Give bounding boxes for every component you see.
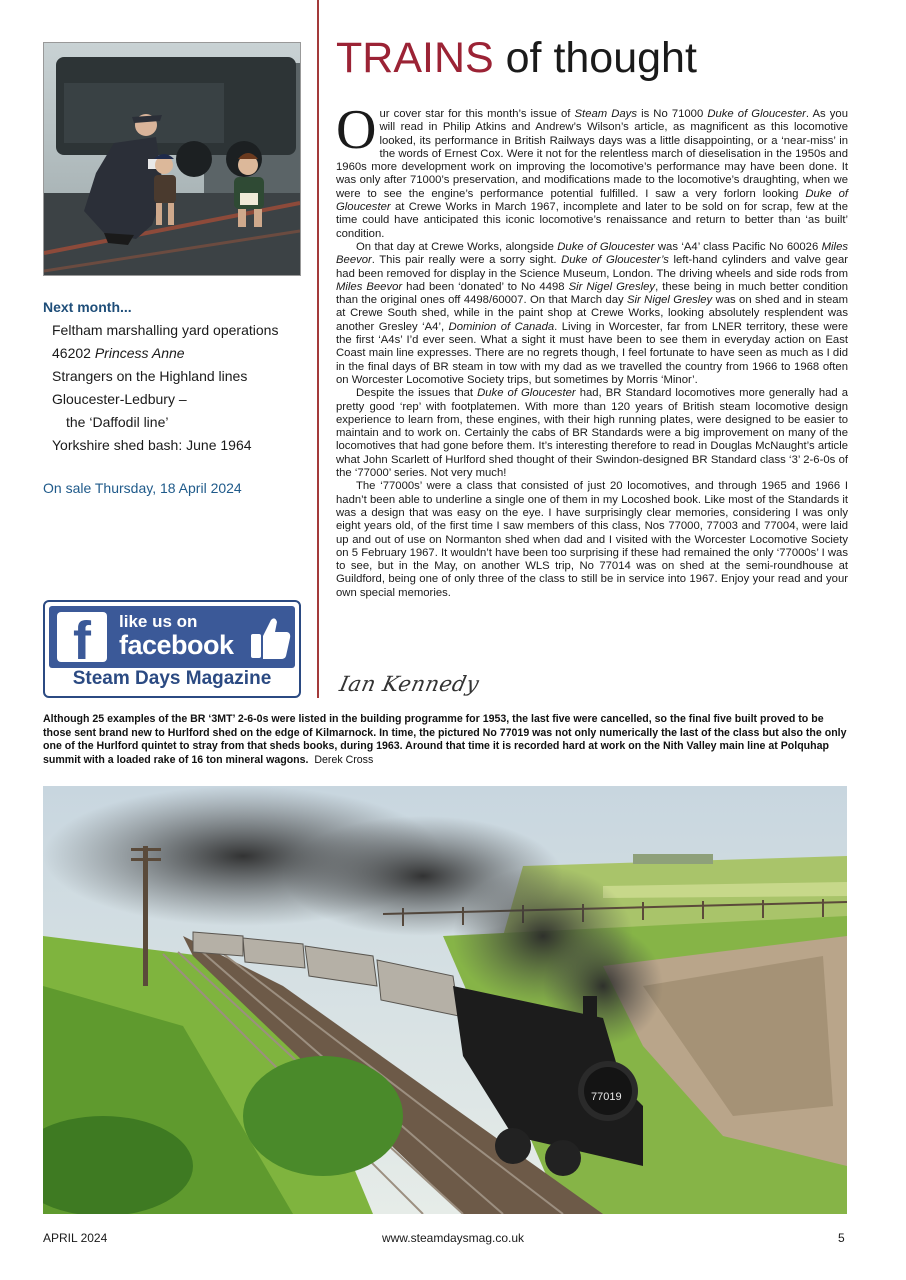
italic-name: Dominion of Canada (448, 320, 555, 333)
italic-name: Duke of Gloucester’s (561, 254, 669, 267)
italic-name: Duke of Gloucester (707, 108, 806, 120)
page-title-rest: of thought (493, 34, 697, 82)
article-paragraph-text: The ‘77000s’ were a class that consisted of just 20 locomotives, and through 1965 and 1966 I hadn’t been able to underline a single one of them in my Locoshed book. Like most of the Standards it was a design that was easy on the eye. I have surprisingly clear memories, considering I was only eight years old, of the first time I saw members of this class, Nos 77000, 77003 and 77004, were laid up and out of use on Normanton shed when dad and I visited with the Worcester Locomotive Society on 5 February 1967. It wouldn’t have been too surprising if these had remained the only ‘77000s’ I was to see, but in the May, on another WLS trip, No 77014 was on shed at the semi-roundhouse at Guildford, being one of only three of the class to still be in service into 1967. Enjoy your read and your own special memories. (336, 480, 848, 599)
loco-number-plate: 77019 (591, 1091, 622, 1103)
main-photo-77019-polquhap (43, 786, 847, 1214)
page-title (336, 34, 697, 83)
footer-page-number: 5 (838, 1231, 845, 1245)
article-paragraph-text: On that day at Crewe Works, alongside Duke of Gloucester was ‘A4’ class Pacific No 60026 Miles Beevor. This pair really were a sorry sight. Duke of Gloucester’s left-hand cylinders and valve gear had been removed for display in the Science Museum, London. The driving wheels and side rods from Miles Beevor had been ‘donated’ to No 4498 Sir Nigel Gresley, these being in much better condition than the original ones off 4498/60007. On that March day Sir Nigel Gresley was on shed and in steam at Crewe South shed, while in the paint shop at Crewe Works, looking absolutely resplendent was another Gresley ‘A4’, Dominion of Canada. Living in Worcester, far from LNER territory, these were the first ‘A4s’ I’d ever seen. What a sight it must have been to see them in everyday action on East Coast main line expresses. There are no regrets though, I feel fortunate to have seen as much as I did in the final days of BR steam in tow with my dad as we travelled the country from 1966 to 1968 often on Worcester Locomotive Society trips, but sometimes by Morris ‘Minor’. (336, 240, 849, 386)
shed-photo-illustration (44, 43, 300, 275)
editorial-body (336, 99, 849, 600)
editor-signature: Ian Kennedy (337, 672, 482, 696)
photo-caption (43, 713, 847, 767)
next-month-item: Gloucester-Ledbury – (52, 391, 187, 407)
italic-name: Princess Anne (94, 345, 185, 361)
italic-name: Steam Days (574, 108, 637, 120)
next-month-item: Yorkshire shed bash: June 1964 (52, 437, 252, 453)
italic-name: Sir Nigel Gresley (568, 280, 656, 293)
facebook-like-banner[interactable] (43, 600, 301, 698)
footer-website-link[interactable]: www.steamdaysmag.co.uk (381, 1231, 525, 1245)
article-paragraph-text: Despite the issues that Duke of Gloucester had, BR Standard locomotives more generally had a pretty good ‘rep’ with footplatemen. With more than 120 years of British steam locomotive design experience to learn from, these engines, with their high running plates, were designed to be easier to maintain and to work on. Certainly the cabs of BR Standards were a big improvement on many of the locomotives that had gone before them. It’s interesting therefore to read in Douglas McNaught’s article what John Scarlett of Hurlford shed thought of their Swindon-designed BR Standard class ‘3’ 2-6-0s of the ‘77000’ series. Not very much! (336, 387, 849, 480)
italic-name: Sir Nigel Gresley (627, 294, 713, 307)
next-month-item: Feltham marshalling yard operations (52, 322, 279, 338)
italic-name: Duke of Gloucester (336, 187, 848, 214)
article-paragraph (336, 241, 848, 387)
article-paragraph (336, 387, 848, 480)
drop-cap: O (336, 99, 377, 161)
next-month-list (52, 319, 278, 457)
article-paragraph (336, 99, 848, 241)
next-month-heading: Next month... (43, 299, 132, 315)
photo-credit: Derek Cross (314, 753, 374, 766)
footer-issue-date: APRIL 2024 (43, 1231, 108, 1245)
caption-text: Although 25 examples of the BR ‘3MT’ 2-6-0s were listed in the building programme for 1953, the last five were cancelled, so the final five built proved to be those sent brand new to Hurlford shed on the edge of Kilmarnock. In time, the pictured No 77019 was not only numerically the last of the class but also the only one of the Hurlford quintet to stray from that sheds books, during 1963. Around that time it is recorded hard at work on the Nith Valley main line at Polquhap summit with a loaded rake of 16 ton mineral wagons. (43, 713, 847, 766)
italic-name: Miles Beevor (336, 240, 849, 267)
column-divider (317, 0, 319, 698)
article-paragraph (336, 480, 848, 600)
facebook-logo-icon: f (57, 612, 107, 662)
facebook-magazine-name: Steam Days Magazine (72, 668, 272, 689)
italic-name: Duke of Gloucester (557, 240, 655, 253)
next-month-item: the ‘Daffodil line’ (66, 414, 169, 430)
page-title-red: TRAINS (336, 34, 494, 82)
shed-photo-boys-with-railwayman (43, 42, 301, 276)
next-month-item: 46202 Princess Anne (52, 345, 185, 361)
italic-name: Miles Beevor (336, 280, 403, 293)
on-sale-date: On sale Thursday, 18 April 2024 (43, 480, 242, 496)
facebook-like-text: like us on (119, 612, 198, 631)
facebook-banner-background (49, 606, 295, 668)
article-paragraph-text: ur cover star for this month’s issue of Steam Days is No 71000 Duke of Gloucester. As you will read in Philip Atkins and Andrew’s Wilson’s article, as magnificent as this locomotive looked, its performance in British Railways days was a little disappointing, or a ‘near-miss’ in the words of Ernest Cox. Were it not for the relentless march of dieselisation in the 1950s and 1960s more development work on improving the locomotive’s performance may have been done. It was only after 71000’s preservation, and modifications made to the locomotive’s draughting, when we were to see the engine’s performance potential fulfilled. I saw a very forlorn looking Duke of Gloucester at Crewe Works in March 1967, incomplete and later to be sold on for scrap, few at the time could have anticipated this iconic locomotive’s renaissance and return to better than ‘as built’ condition. (336, 108, 848, 240)
thumbs-up-icon (249, 614, 293, 662)
next-month-item: Strangers on the Highland lines (52, 368, 248, 384)
main-photo-illustration (43, 786, 847, 1214)
facebook-wordmark: facebook (119, 630, 234, 660)
italic-name: Duke of Gloucester (477, 387, 576, 400)
